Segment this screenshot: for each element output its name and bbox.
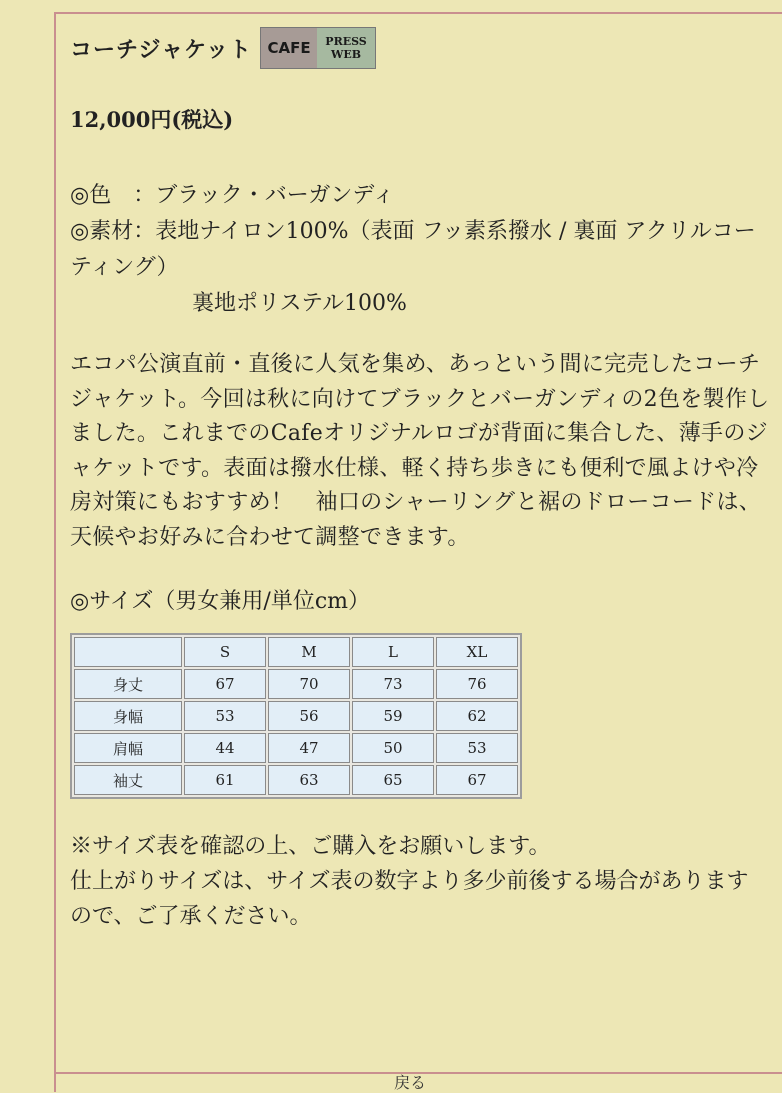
table-cell: 67 (184, 669, 266, 699)
product-price: 12,000円(税込) (70, 107, 234, 132)
size-table-corner (74, 637, 182, 667)
size-note-line2: 仕上がりサイズは、サイズ表の数字より多少前後する場合がありますので、ご了承ください。 (70, 869, 749, 929)
size-note (70, 829, 770, 934)
table-cell: 53 (184, 701, 266, 731)
table-cell: 70 (268, 669, 350, 699)
cafe-press-web-logo (260, 27, 376, 69)
size-note-line1: ※サイズ表を確認の上、ご購入をお願いします。 (70, 834, 551, 859)
size-header-xl: XL (436, 637, 518, 667)
logo-cafe-text: CAFE (261, 28, 317, 68)
table-cell: 73 (352, 669, 434, 699)
table-cell: 65 (352, 765, 434, 795)
table-cell: 53 (436, 733, 518, 763)
product-detail (70, 26, 770, 934)
table-cell: 63 (268, 765, 350, 795)
size-heading: ◎サイズ（男女兼用/単位cm） (70, 589, 371, 614)
size-table (70, 633, 522, 799)
table-row (74, 669, 518, 699)
table-cell: 50 (352, 733, 434, 763)
table-cell: 47 (268, 733, 350, 763)
title-row (70, 26, 770, 70)
table-row (74, 701, 518, 731)
size-header-l: L (352, 637, 434, 667)
table-cell: 59 (352, 701, 434, 731)
row-label: 肩幅 (74, 733, 182, 763)
table-cell: 62 (436, 701, 518, 731)
product-description: エコパ公演直前・直後に人気を集め、あっという間に完売したコーチジャケット。今回は秋に向けてブラックとバーガンディの2色を製作しました。これまでのCafeオリジナルロゴが背面に集合した、薄手のジャケットです。表面は撥水仕様、軽く持ち歩きにも便利で風よけや冷房対策にもおすすめ！ 袖口のシャーリングと裾のドローコードは、天候やお好みに合わせて調整できます。 (70, 352, 770, 550)
table-row (74, 733, 518, 763)
row-label: 袖丈 (74, 765, 182, 795)
table-cell: 56 (268, 701, 350, 731)
table-cell: 76 (436, 669, 518, 699)
row-label: 身丈 (74, 669, 182, 699)
size-header-m: M (268, 637, 350, 667)
product-specs (70, 178, 770, 322)
spec-lining: 裏地ポリステル100% (192, 291, 407, 316)
logo-press-text: PRESS (325, 35, 367, 48)
logo-press-web (317, 28, 375, 68)
spec-material: ◎素材：表地ナイロン100%（表面 フッ素系撥水 / 裏面 アクリルコーティング） (70, 219, 756, 280)
product-title: コーチジャケット (70, 36, 253, 63)
table-cell: 61 (184, 765, 266, 795)
row-label: 身幅 (74, 701, 182, 731)
logo-web-text: WEB (331, 48, 362, 61)
back-link[interactable]: 戻る (394, 1073, 427, 1092)
table-cell: 67 (436, 765, 518, 795)
table-cell: 44 (184, 733, 266, 763)
size-table-header-row (74, 637, 518, 667)
size-header-s: S (184, 637, 266, 667)
spec-color: ◎色 ：ブラック・バーガンディ (70, 183, 395, 208)
table-row (74, 765, 518, 795)
